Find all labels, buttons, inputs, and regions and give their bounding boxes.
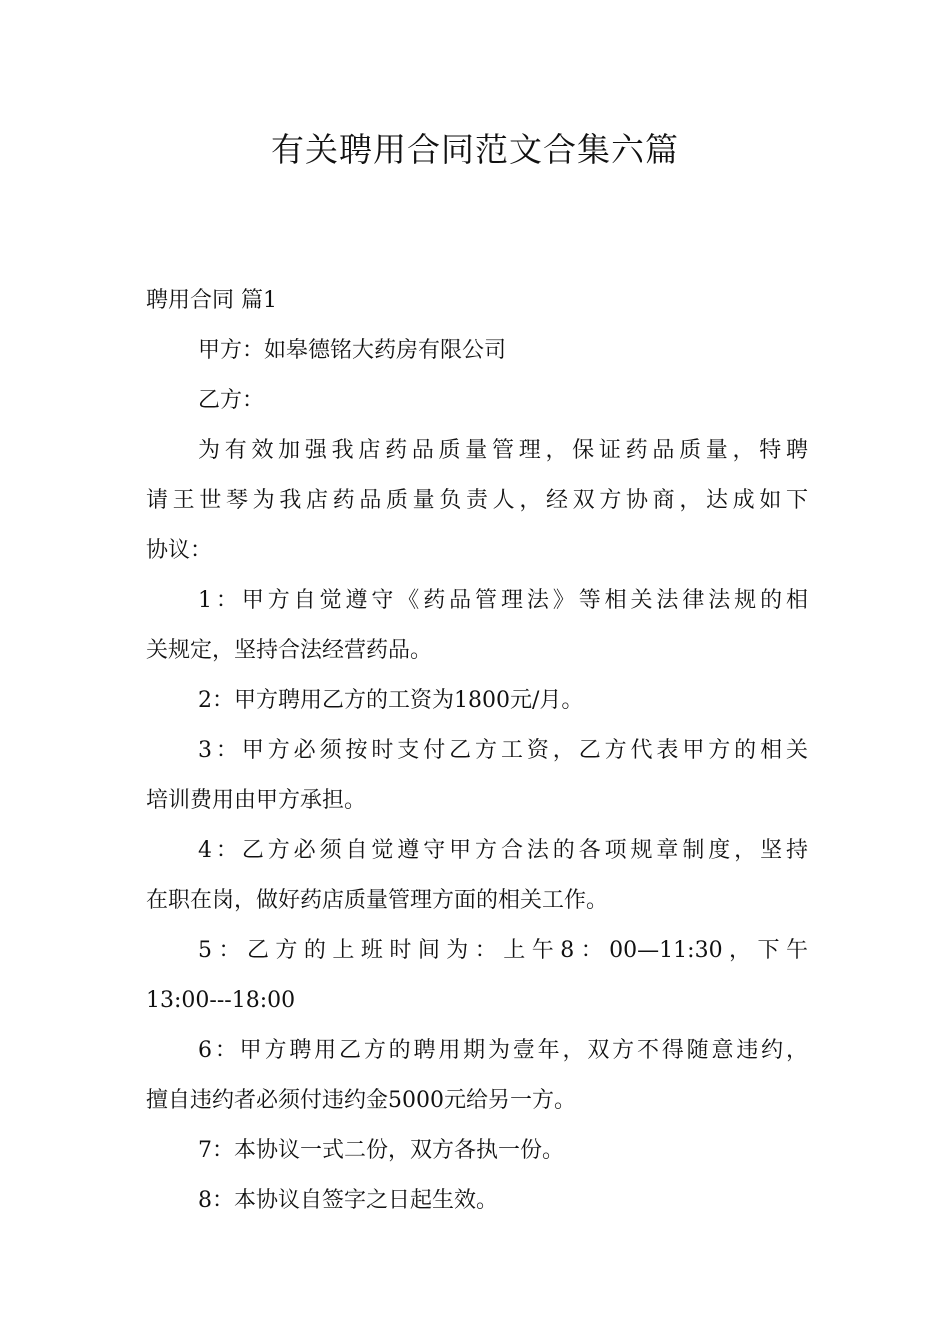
clause-4-line-1: 4：乙方必须自觉遵守甲方合法的各项规章制度，坚持: [198, 838, 808, 863]
clause-5-line-2: 13:00---18:00: [146, 988, 296, 1013]
section-heading: 聘用合同 篇1: [146, 288, 277, 313]
document-body: [146, 276, 808, 1226]
clause-2-line: 2：甲方聘用乙方的工资为1800元/月。: [198, 688, 584, 713]
clause-7-line: 7：本协议一式二份，双方各执一份。: [198, 1138, 564, 1163]
clause-8-line: 8：本协议自签字之日起生效。: [198, 1188, 498, 1213]
clause-3-line-1: 3：甲方必须按时支付乙方工资，乙方代表甲方的相关: [198, 738, 808, 763]
clause-1-line-2: 关规定，坚持合法经营药品。: [146, 638, 433, 663]
clause-6-line-1: 6：甲方聘用乙方的聘用期为壹年，双方不得随意违约，: [198, 1038, 808, 1063]
clause-5-line-1: 5：乙方的上班时间为：上午8：00—11:30，下午: [198, 938, 808, 963]
clause-1-line-1: 1：甲方自觉遵守《药品管理法》等相关法律法规的相: [198, 588, 808, 613]
clause-3-line-2: 培训费用由甲方承担。: [146, 788, 367, 813]
clause-4-line-2: 在职在岗，做好药店质量管理方面的相关工作。: [146, 888, 609, 913]
intro-line-1: 为有效加强我店药品质量管理，保证药品质量，特聘: [198, 438, 808, 463]
clause-6-line-2: 擅自违约者必须付违约金5000元给另一方。: [146, 1088, 576, 1113]
intro-line-3: 协议：: [146, 538, 213, 563]
intro-line-2: 请王世琴为我店药品质量负责人，经双方协商，达成如下: [146, 488, 808, 513]
party-b-line: 乙方：: [198, 388, 265, 413]
party-a-line: 甲方：如皋德铭大药房有限公司: [198, 338, 507, 363]
document-title: 有关聘用合同范文合集六篇: [271, 130, 679, 169]
